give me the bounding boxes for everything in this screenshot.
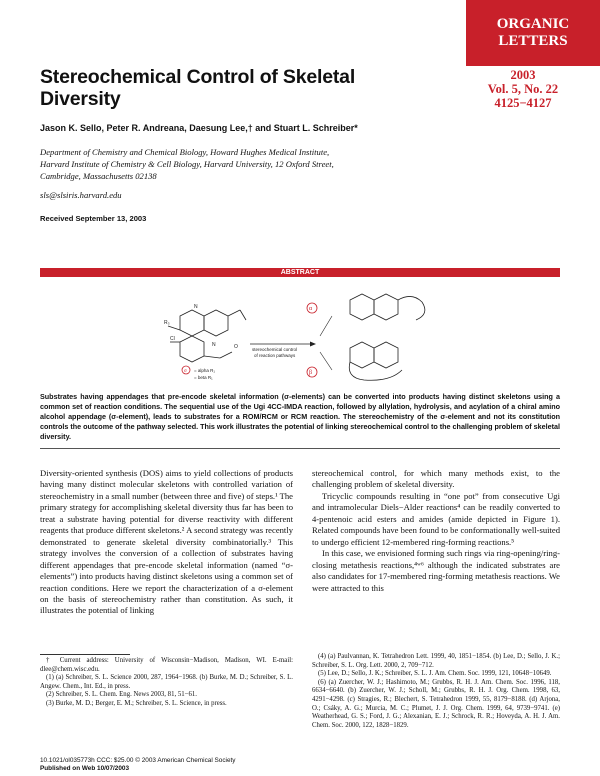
footnote: † Current address: University of Wisconsin−Madison, Madison, WI. E-mail: dlee@chem.wisc.edu. [40,657,293,673]
affiliation [40,146,440,182]
svg-text:N: N [194,304,198,310]
footnotes-right [312,653,560,730]
product-beta-tag: β [309,370,313,376]
journal-year: 2003 [510,68,536,82]
svg-text:Cl: Cl [170,336,175,342]
body-column-right [312,468,560,594]
journal-name-line1: ORGANIC [496,16,570,32]
product-alpha-tag: α [309,306,313,312]
substrate-structure [168,310,246,362]
contact-email[interactable]: sls@slsiris.harvard.edu [40,190,122,200]
product-alpha-structure [350,294,425,320]
abstract-bottom-rule [40,448,560,449]
affiliation-line: Harvard Institute of Chemistry & Cell Biology, Harvard University, 12 Oxford Street, [40,159,334,169]
article-title: Stereochemical Control of Skeletal Diversity [40,66,356,110]
footnote-rule-left [40,654,130,655]
journal-badge [466,0,600,66]
journal-name-line2: LETTERS [498,33,568,49]
footnote: (3) Burke, M. D.; Berger, E. M.; Schreiber, S. L. Science, in press. [46,699,227,707]
received-date: Received September 13, 2003 [40,214,147,223]
footnote: (2) Schreiber, S. L. Chem. Eng. News 2003, 81, 51−61. [46,691,197,699]
body-paragraph: In this case, we envisioned forming such rings via ring-opening/ring-closing metathesis reactions,⁴ʷ⁶ although the indicated substrates are also candidates for 17-membered ring-forming metathesis reactions. We were attracted to this [312,548,560,593]
footnote: (1) (a) Schreiber, S. L. Science 2000, 287, 1964−1968. (b) Burke, M. D.; Schreiber, S. L. Angew. Chem., Int. Ed., in press. [40,674,293,690]
journal-volume: Vol. 5, No. 22 [487,82,559,96]
svg-text:R₃: R₃ [164,320,170,326]
body-paragraph: Diversity-oriented synthesis (DOS) aims to yield collections of products having many distinct molecular skeletons with controlled variation of stereochemistry in a small number (between three and five) of steps.¹ The primary strategy for accomplishing skeletal diversity thus far has been to treat a substrate having potential for diverse reactivity with different reagents that produce different skeletons.² A second strategy was recently demonstrated to generate skeletal diversity combinatorially.³ This strategy involves the conversion of a collection of substrates having different appendages that pre-encode skeletal information (named “σ-elements”) into products having distinct skeletons using a common set of reaction conditions. Here we report the characterization of a σ-element on the basis of stereochemistry rather than constitution. As such, it illustrates the potential of linking [40,468,293,616]
svg-text:O: O [234,344,238,350]
doi-line: 10.1021/ol035773h CCC: $25.00 © 2003 American Chemical Society [40,757,236,764]
scheme-label-sigma: σ [184,369,187,374]
footnote: (5) Lee, D.; Sello, J. K.; Schreiber, S. L. J. Am. Chem. Soc. 1999, 121, 10648−10649. [318,670,552,678]
publication-date: Published on Web 10/07/2003 [40,765,130,772]
arrow-label-top: stereochemical control [252,347,298,352]
author-list: Jason K. Sello, Peter R. Andreana, Daesung Lee,† and Stuart L. Schreiber* [40,123,358,133]
affiliation-line: Department of Chemistry and Chemical Biology, Howard Hughes Medical Institute, [40,147,330,157]
body-paragraph: Tricyclic compounds resulting in “one pot” from consecutive Ugi and intramolecular Diels−Alder reactions⁴ can be readily converted to 4-pentenoic acid esters and amides (amide depicted in Figure 1). Related compounds have been found to be conformationally well-suited to undergo efficient 12-membered ring-forming reactions.⁵ [312,490,560,547]
scheme-beta-legend: = beta R₁ [194,375,213,380]
abstract-body: Substrates having appendages that pre-encode skeletal information (σ-elements) can be converted into products having distinct skeletons using a common set of reaction conditions. The sequential use of the Ugi 4CC-IMDA reaction, followed by allylation, hydrolysis, and acylation of a chiral amino alcohol appendage (σ-element), leads to substrates for a ROM/RCM or RCM reaction. The stereochemistry of the σ-element and not its constitution controls the outcome of the pathway selected. This work illustrates the potential of linking stereochemical control to the challenging problem of skeletal diversity. [40,392,560,441]
page-footer [40,757,235,773]
footnote: (4) (a) Paulvannan, K. Tetrahedron Lett. 1999, 40, 1851−1854. (b) Lee, D.; Sello, J. K.; Schreiber, S. L. Org. Lett. 2000, 2, 709−712. [312,653,560,669]
body-paragraph: stereochemical control, for which many methods exist, to the challenging problem of skeletal diversity. [312,468,560,490]
issue-info [468,68,578,110]
arrow-label-bottom: of reaction pathways [254,353,296,358]
footnote: (6) (a) Zuercher, W. J.; Hashimoto, M.; Grubbs, R. H. J. Am. Chem. Soc. 1996, 118, 6634−6640. (b) Zuercher, W. J.; Scholl, M.; Grubbs, R. H. J. Org. Chem. 1998, 63, 4291−4298. (c) Stragies, R.; Blechert, S. Tetrahedron 1999, 55, 8179−8188. (d) Arjona, O.; Csáky, A. G.; Murcia, M. C.; Plumet, J. J. Org. Chem. 1999, 64, 9739−9741. (e) Weatherhead, G. S.; Ford, J. G.; Alexanian, E. J.; Schrock, R. R.; Hoveyda, A. H. J. Am. Chem. Soc. 2000, 122, 1828−1829. [312,678,560,729]
reaction-scheme-figure [150,286,440,386]
svg-text:N: N [212,342,216,348]
affiliation-line: Cambridge, Massachusetts 02138 [40,171,157,181]
product-beta-structure [349,342,402,380]
journal-pages: 4125−4127 [494,96,552,110]
abstract-heading: ABSTRACT [40,268,560,277]
footnotes-left [40,657,293,709]
scheme-alpha-legend: = alpha R₁ [194,368,215,373]
body-column-left [40,468,293,617]
